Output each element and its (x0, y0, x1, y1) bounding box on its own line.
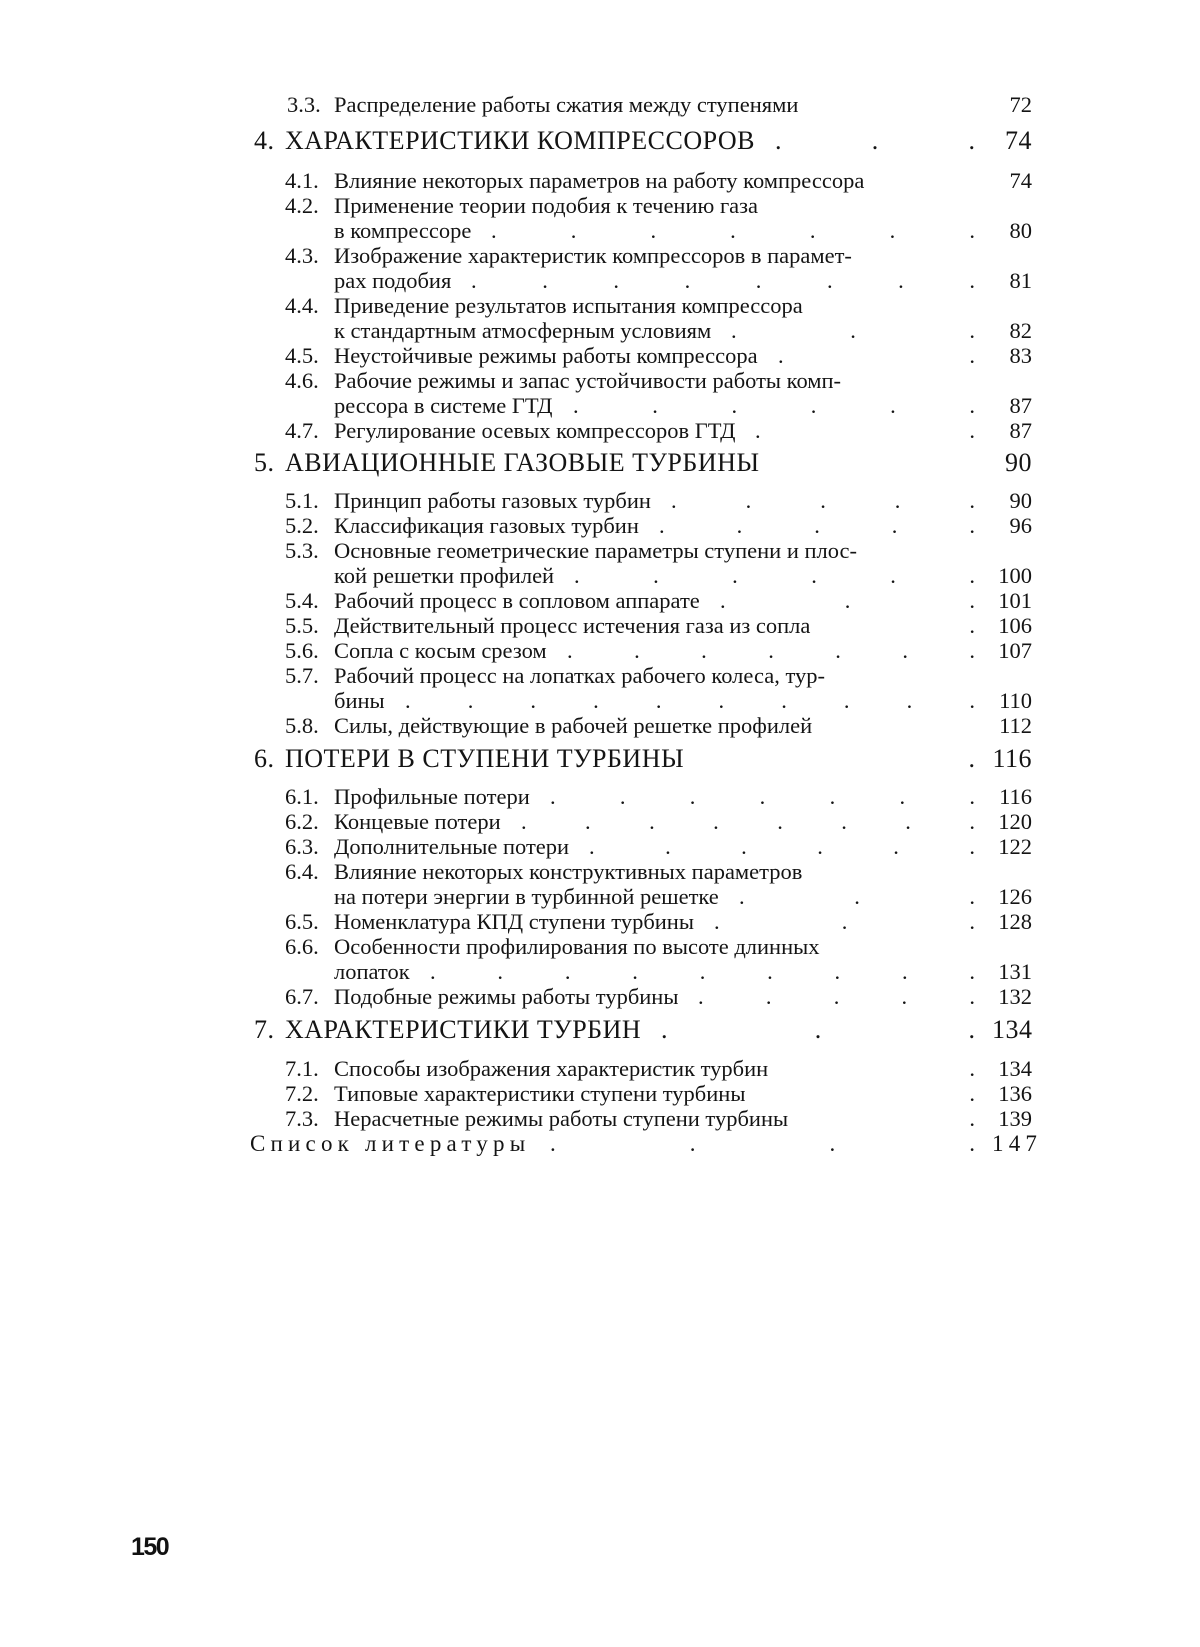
toc-entry (0, 418, 1200, 444)
leader-dot: . (969, 613, 975, 638)
leader-dot: . (894, 488, 901, 513)
leader-dot: . (781, 688, 787, 713)
toc-entry-title: Действительный процесс истечения газа из сопла (334, 613, 811, 638)
leader-dot: . (811, 563, 817, 588)
toc-entry-title: ХАРАКТЕРИСТИКИ КОМПРЕССОРОВ (285, 126, 755, 155)
toc-entry-page: 81 (1009, 268, 1032, 293)
leader-dot: . (775, 126, 782, 155)
toc-entry-number: 4.4. (285, 293, 319, 318)
toc-leader-dots (491, 218, 975, 244)
leader-dot: . (844, 588, 851, 613)
toc-entry (0, 128, 1200, 154)
toc-entry-title: Концевые потери (334, 809, 501, 834)
toc-entry-title: ХАРАКТЕРИСТИКИ ТУРБИН (285, 1015, 642, 1044)
toc-entry-page: 74 (1005, 126, 1032, 155)
toc-entry (0, 393, 1200, 419)
toc-entry (0, 859, 1200, 885)
toc-entry-page: 131 (998, 959, 1032, 984)
leader-dot: . (890, 563, 896, 588)
toc-entry-title: рах подобия (334, 268, 452, 293)
toc-entry (0, 746, 1200, 772)
leader-dot: . (906, 688, 913, 713)
toc-entry (0, 713, 1200, 739)
toc-entry-page: 147 (992, 1131, 1043, 1156)
toc-entry (0, 638, 1200, 664)
toc-entry-page: 132 (998, 984, 1032, 1009)
leader-dot: . (969, 688, 975, 713)
toc-entry-number: 4.2. (285, 193, 319, 218)
leader-dot: . (969, 218, 975, 243)
toc-entry-number: 7.2. (285, 1081, 319, 1106)
toc-entry (0, 959, 1200, 985)
leader-dot: . (550, 1131, 556, 1156)
toc-entry-title: Рабочие режимы и запас устойчивости работы комп- (334, 368, 842, 393)
toc-entry-page: 134 (992, 1015, 1033, 1044)
toc-entry-page: 90 (1005, 448, 1032, 477)
leader-dot: . (835, 638, 841, 663)
leader-dot: . (850, 318, 856, 343)
toc-entry-page: 122 (998, 834, 1032, 859)
leader-dot: . (619, 784, 626, 809)
leader-dot: . (467, 688, 474, 713)
toc-entry-title: Сопла с косым срезом (334, 638, 547, 663)
leader-dot: . (969, 268, 975, 293)
toc-entry-number: 4.3. (285, 243, 319, 268)
leader-dot: . (777, 809, 783, 834)
toc-entry-title: в компрессоре (334, 218, 472, 243)
leader-dot: . (491, 218, 497, 243)
toc-entry-number: 5. (254, 448, 275, 477)
toc-leader-dots (704, 746, 975, 772)
toc-entry-page: 80 (1009, 218, 1032, 243)
toc-entry-page: 90 (1009, 488, 1032, 513)
toc-entry-title: бины (334, 688, 385, 713)
toc-leader-dots (471, 268, 975, 294)
toc-entry-number: 5.8. (285, 713, 319, 738)
toc-entry (0, 884, 1200, 910)
toc-entry-title: АВИАЦИОННЫЕ ГАЗОВЫЕ ТУРБИНЫ (285, 448, 760, 477)
toc-entry (0, 538, 1200, 564)
leader-dot: . (574, 563, 580, 588)
leader-dot: . (820, 488, 826, 513)
toc-entry (0, 368, 1200, 394)
toc-entry-title: Силы, действующие в рабочей решетке профилей (334, 713, 813, 738)
toc-entry-number: 4.7. (285, 418, 319, 443)
leader-dot: . (405, 688, 411, 713)
toc-leader-dots (720, 588, 975, 614)
toc-entry-number: 7. (254, 1015, 275, 1044)
toc-entry (0, 934, 1200, 960)
leader-dot: . (778, 343, 784, 368)
toc-leader-dots (714, 909, 975, 935)
toc-entry-title: Классификация газовых турбин (334, 513, 639, 538)
leader-dot: . (689, 1131, 696, 1156)
toc-entry (0, 268, 1200, 294)
leader-dot: . (755, 418, 761, 443)
toc-entry (0, 1131, 1200, 1157)
leader-dot: . (613, 268, 619, 293)
toc-entry-title: Типовые характеристики ступени турбины (334, 1081, 746, 1106)
toc-leader-dots (574, 563, 975, 589)
toc-entry-page: 87 (1009, 393, 1032, 418)
leader-dot: . (969, 638, 975, 663)
leader-dot: . (810, 393, 817, 418)
toc-entry-page: 100 (998, 563, 1032, 588)
leader-dot: . (671, 488, 677, 513)
leader-dot: . (833, 984, 840, 1009)
leader-dot: . (745, 488, 752, 513)
leader-dot: . (969, 1131, 975, 1156)
toc-entry-page: 116 (992, 744, 1032, 773)
leader-dot: . (585, 809, 591, 834)
toc-entry-number: 7.3. (285, 1106, 319, 1131)
toc-entry-title: Способы изображения характеристик турбин (334, 1056, 769, 1081)
toc-entry (0, 218, 1200, 244)
leader-dot: . (634, 638, 640, 663)
leader-dot: . (731, 393, 738, 418)
toc-entry-number: 4.1. (285, 168, 319, 193)
toc-entry (0, 1056, 1200, 1082)
leader-dot: . (649, 809, 655, 834)
toc-entry-number: 5.1. (285, 488, 319, 513)
toc-entry (0, 588, 1200, 614)
toc-entry-number: 4. (254, 126, 275, 155)
leader-dot: . (902, 638, 908, 663)
leader-dot: . (969, 784, 975, 809)
toc-entry-title: Применение теории подобия к течению газа (334, 193, 759, 218)
toc-leader-dots (671, 488, 975, 514)
leader-dot: . (768, 638, 774, 663)
toc-entry-title: Дополнительные потери (334, 834, 570, 859)
leader-dot: . (650, 218, 657, 243)
leader-dot: . (665, 834, 671, 859)
toc-entry (0, 613, 1200, 639)
leader-dot: . (829, 784, 836, 809)
toc-entry-page: 139 (998, 1106, 1032, 1131)
toc-entry-title: кой решетки профилей (334, 563, 555, 588)
toc-leader-dots (775, 128, 975, 154)
toc-entry-title: Рабочий процесс на лопатках рабочего колеса, тур- (334, 663, 825, 688)
toc-entry-title: Приведение результатов испытания компрессора (334, 293, 803, 318)
leader-dot: . (731, 318, 737, 343)
leader-dot: . (898, 268, 904, 293)
toc-entry (0, 450, 1200, 476)
toc-entry-title: Номенклатура КПД ступени турбины (334, 909, 694, 934)
toc-entry-title: на потери энергии в турбинной решетке (334, 884, 719, 909)
leader-dot: . (969, 1106, 975, 1131)
toc-entry-number: 6.6. (285, 934, 319, 959)
leader-dot: . (593, 688, 599, 713)
toc-entry-page: 96 (1009, 513, 1032, 538)
toc-entry-number: 6.5. (285, 909, 319, 934)
leader-dot: . (730, 218, 736, 243)
toc-leader-dots (567, 638, 975, 664)
toc-entry-number: 6.7. (285, 984, 319, 1009)
toc-entry-page: 82 (1009, 318, 1032, 343)
leader-dot: . (905, 809, 911, 834)
toc-entry-number: 5.6. (285, 638, 319, 663)
toc-leader-dots (808, 1106, 975, 1132)
leader-dot: . (759, 784, 766, 809)
toc-entry (0, 563, 1200, 589)
leader-dot: . (739, 884, 745, 909)
leader-dot: . (889, 218, 896, 243)
leader-dot: . (471, 268, 477, 293)
toc-entry-title: Неустойчивые режимы работы компрессора (334, 343, 758, 368)
toc-entry-number: 6.1. (285, 784, 319, 809)
leader-dot: . (736, 513, 743, 538)
toc-entry (0, 784, 1200, 810)
toc-entry-page: 74 (1009, 168, 1032, 193)
toc-leader-dots (589, 834, 975, 860)
leader-dot: . (741, 834, 747, 859)
leader-dot: . (871, 126, 879, 155)
toc-entry-page: 107 (998, 638, 1032, 663)
leader-dot: . (720, 588, 726, 613)
leader-dot: . (969, 588, 975, 613)
leader-dot: . (430, 959, 436, 984)
leader-dot: . (530, 688, 537, 713)
toc-entry-number: 6.3. (285, 834, 319, 859)
leader-dot: . (969, 563, 975, 588)
toc-entry (0, 92, 1200, 118)
toc-entry-page: 112 (999, 713, 1032, 738)
toc-entry (0, 909, 1200, 935)
leader-dot: . (655, 688, 662, 713)
toc-entry-title: Профильные потери (334, 784, 530, 809)
toc-entry-number: 6. (254, 744, 275, 773)
toc-entry-page: 126 (998, 884, 1032, 909)
leader-dot: . (714, 909, 720, 934)
toc-entry-title: Влияние некоторых конструктивных параметров (334, 859, 803, 884)
leader-dot: . (969, 909, 975, 934)
toc-entry-title: Рабочий процесс в сопловом аппарате (334, 588, 700, 613)
leader-dot: . (841, 809, 847, 834)
leader-dot: . (718, 688, 725, 713)
leader-dot: . (969, 488, 975, 513)
leader-dot: . (573, 393, 579, 418)
toc-entry-title: Регулирование осевых компрессоров ГТД (334, 418, 736, 443)
toc-entry-title: Распределение работы сжатия между ступенями (334, 92, 799, 117)
toc-entry-page: 128 (998, 909, 1032, 934)
toc-entry-title: Нерасчетные режимы работы ступени турбины (334, 1106, 789, 1131)
leader-dot: . (564, 959, 571, 984)
toc-entry-page: 116 (999, 784, 1032, 809)
toc-leader-dots (550, 784, 975, 810)
toc-entry (0, 243, 1200, 269)
toc-leader-dots (739, 884, 975, 910)
toc-entry-title: Подобные режимы работы турбины (334, 984, 679, 1009)
toc-entry-page: 106 (998, 613, 1032, 638)
toc-entry-page: 120 (998, 809, 1032, 834)
leader-dot: . (826, 268, 833, 293)
leader-dot: . (814, 1015, 822, 1044)
leader-dot: . (969, 984, 975, 1009)
leader-dot: . (713, 809, 719, 834)
toc-leader-dots (573, 393, 975, 419)
leader-dot: . (969, 959, 975, 984)
leader-dot: . (550, 784, 556, 809)
leader-dot: . (570, 218, 577, 243)
toc-entry-number: 5.3. (285, 538, 319, 563)
leader-dot: . (969, 513, 975, 538)
leader-dot: . (497, 959, 504, 984)
toc-leader-dots (731, 318, 975, 344)
toc-leader-dots (430, 959, 975, 985)
toc-entry (0, 663, 1200, 689)
toc-entry-page: 110 (999, 688, 1032, 713)
leader-dot: . (542, 268, 548, 293)
leader-dot: . (521, 809, 527, 834)
toc-entry (0, 809, 1200, 835)
toc-entry (0, 488, 1200, 514)
toc-entry-title: Основные геометрические параметры ступени и плос- (334, 538, 858, 563)
leader-dot: . (968, 1015, 975, 1044)
toc-entry-title: Влияние некоторых параметров на работу компрессора (334, 168, 865, 193)
leader-dot: . (969, 1081, 975, 1106)
toc-leader-dots (765, 1081, 975, 1107)
toc-entry-number: 5.7. (285, 663, 319, 688)
leader-dot: . (969, 418, 975, 443)
toc-entry-number: 5.2. (285, 513, 319, 538)
toc-entry-number: 5.5. (285, 613, 319, 638)
leader-dot: . (661, 1015, 668, 1044)
leader-dot: . (901, 959, 908, 984)
toc-entry-number: 4.5. (285, 343, 319, 368)
leader-dot: . (653, 563, 659, 588)
leader-dot: . (841, 909, 848, 934)
toc-entry-number: 6.4. (285, 859, 319, 884)
toc-leader-dots (788, 1056, 975, 1082)
leader-dot: . (698, 984, 704, 1009)
toc-entry-title: Принцип работы газовых турбин (334, 488, 651, 513)
toc-entry-page: 136 (998, 1081, 1032, 1106)
leader-dot: . (701, 638, 707, 663)
toc-entry-page: 72 (1009, 92, 1032, 117)
toc-entry-title: Изображение характеристик компрессоров в парамет- (334, 243, 852, 268)
leader-dot: . (969, 318, 975, 343)
toc-entry (0, 343, 1200, 369)
leader-dot: . (843, 688, 850, 713)
leader-dot: . (969, 809, 975, 834)
leader-dot: . (969, 393, 975, 418)
leader-dot: . (901, 984, 908, 1009)
toc-entry-title: Список литературы (250, 1131, 531, 1156)
toc-leader-dots (778, 343, 975, 369)
leader-dot: . (732, 563, 738, 588)
toc-entry-number: 6.2. (285, 809, 319, 834)
leader-dot: . (893, 834, 899, 859)
toc-entry (0, 318, 1200, 344)
leader-dot: . (890, 393, 896, 418)
leader-dot: . (968, 126, 975, 155)
leader-dot: . (567, 638, 573, 663)
toc-leader-dots (550, 1131, 975, 1157)
toc-entry (0, 293, 1200, 319)
leader-dot: . (969, 1056, 975, 1081)
toc-entry (0, 688, 1200, 714)
toc-leader-dots (830, 613, 975, 639)
leader-dot: . (834, 959, 841, 984)
leader-dot: . (755, 268, 762, 293)
toc-entry-page: 83 (1009, 343, 1032, 368)
toc-leader-dots (405, 688, 975, 714)
toc-entry (0, 834, 1200, 860)
toc-leader-dots (698, 984, 975, 1010)
leader-dot: . (809, 218, 816, 243)
leader-dot: . (854, 884, 860, 909)
leader-dot: . (767, 959, 773, 984)
toc-entry (0, 513, 1200, 539)
toc-entry-title: ПОТЕРИ В СТУПЕНИ ТУРБИНЫ (285, 744, 685, 773)
toc-entry (0, 168, 1200, 194)
toc-entry-number: 4.6. (285, 368, 319, 393)
toc-entry (0, 193, 1200, 219)
toc-entry-page: 101 (998, 588, 1032, 613)
toc-entry (0, 984, 1200, 1010)
toc-entry-number: 5.4. (285, 588, 319, 613)
leader-dot: . (659, 513, 665, 538)
toc-entry-title: к стандартным атмосферным условиям (334, 318, 712, 343)
toc-entry (0, 1017, 1200, 1043)
leader-dot: . (699, 959, 706, 984)
leader-dot: . (969, 343, 975, 368)
toc-leader-dots (521, 809, 975, 835)
leader-dot: . (765, 984, 772, 1009)
toc-leader-dots (755, 418, 975, 444)
toc-entry-title: Особенности профилирования по высоте длинных (334, 934, 820, 959)
leader-dot: . (689, 784, 696, 809)
toc-entry (0, 1106, 1200, 1132)
toc-entry-title: рессора в системе ГТД (334, 393, 553, 418)
toc-entry (0, 1081, 1200, 1107)
leader-dot: . (817, 834, 823, 859)
leader-dot: . (899, 784, 906, 809)
leader-dot: . (814, 513, 820, 538)
toc-entry-page: 87 (1009, 418, 1032, 443)
leader-dot: . (969, 834, 975, 859)
leader-dot: . (684, 268, 691, 293)
toc-entry-number: 3.3. (287, 92, 321, 117)
page-number: 150 (131, 1533, 169, 1561)
leader-dot: . (969, 884, 975, 909)
leader-dot: . (829, 1131, 836, 1156)
leader-dot: . (589, 834, 595, 859)
toc-entry-title: лопаток (334, 959, 410, 984)
toc-leader-dots (659, 513, 975, 539)
toc-entry-number: 7.1. (285, 1056, 319, 1081)
leader-dot: . (652, 393, 658, 418)
toc-entry-page: 134 (998, 1056, 1032, 1081)
leader-dot: . (968, 744, 975, 773)
leader-dot: . (891, 513, 898, 538)
toc-leader-dots (661, 1017, 975, 1043)
leader-dot: . (632, 959, 638, 984)
